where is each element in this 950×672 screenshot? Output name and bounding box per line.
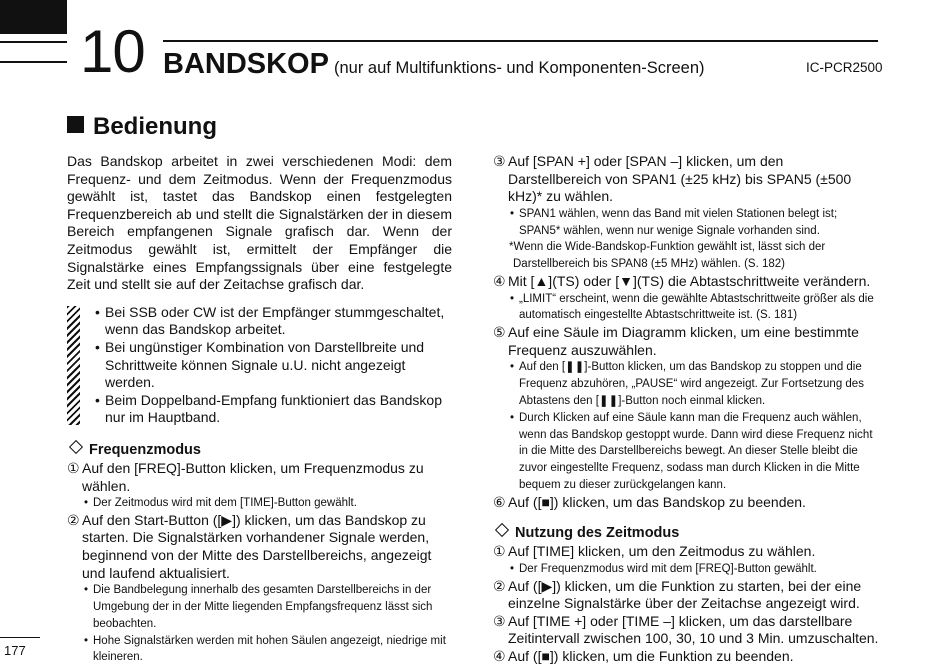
time-mode-heading: Nutzung des Zeitmodus [493,523,879,543]
chapter-tab-marker [0,0,67,34]
freq-step-1: ① Auf den [FREQ]-Button klicken, um Frequenzmodus zu wählen. [67,459,424,494]
freq-step-5-note: • Auf den [❚❚]-Button klicken, um das Bandskop zu stoppen und die Frequenz abzuhören, „PAUSE“ wird angezeigt. Zur Fortsetzung des Abtastens den [❚❚]-Button noch einmal klicken. [510,361,864,407]
freq-step-3: ③ Auf [SPAN +] oder [SPAN –] klicken, um den Darstellbereich von SPAN1 (±25 kHz) bis SPAN5 (±500 kHz)* zu wählen. [493,153,852,205]
time-step-4: ④ Auf ([■]) klicken, um die Funktion zu beenden. [493,648,794,665]
diamond-icon [69,440,83,454]
freq-step-5-note: • Durch Klicken auf eine Säule kann man die Frequenz auch wählen, wenn das Bandskop gestoppt wurde. Dann wird diese Frequenz nicht in die Mitte des Darstellbereichs bewegt. An dieser Stelle bleibt die zuvor eingestellte Frequenz, sodass man durch Klicken in die Mitte bequem zu dieser zurückgelangen kann. [510,411,873,491]
section-heading [67,112,217,142]
right-column [493,153,879,666]
freq-step-2-note: • Hohe Signalstärken werden mit hohen Säulen angezeigt, niedrige mit kleineren. [84,634,446,664]
freq-step-3-star-note: *Wenn die Wide-Bandskop-Funktion gewählt ist, lässt sich der Darstellbereich bis SPAN8 (±5 MHz) wählen. (S. 182) [509,241,826,271]
warning-item: • Bei ungünstiger Kombination von Darstellbreite und Schrittweite können Signale u.U. nicht angezeigt werden. [95,338,425,391]
intro-paragraph: Das Bandskop arbeitet in zwei verschiedenen Modi: dem Frequenz- und dem Zeitmodus. Wenn der Frequenzmodus gewählt ist, tastet das Bandskop einen festgelegten Frequenzbereich ab und stellt die Signalstärken der in diesem Bereich empfangenen Signale grafisch dar. Wenn der Zeitmodus gewählt ist, ermittelt der Empfänger die Signalstärke eines Empfangssignals über eine festgelegte Zeit und stellt sie auf der Zeitachse grafisch dar. [67,153,452,293]
footer-rule [0,637,40,638]
warning-stripe-icon [67,306,80,425]
freq-step-5: ⑤ Auf eine Säule im Diagramm klicken, um eine bestimmte Frequenz auszuwählen. [493,324,859,358]
time-step-1: ① Auf [TIME] klicken, um den Zeitmodus zu wählen. [493,543,816,560]
chapter-number: 10 [80,18,145,85]
square-bullet-icon [67,116,84,133]
tab-rule-lower [0,61,67,63]
freq-step-2-note: • Die Bandbelegung innerhalb des gesamten Darstellbereichs in der Umgebung der in der Mitte liegenden Empfangsfrequenz lässt sich beobachten. [84,584,433,630]
freq-step-1-note: • Der Zeitmodus wird mit dem [TIME]-Button gewählt. [84,497,357,510]
left-column [67,153,452,666]
tab-rule-upper [0,41,67,43]
model-name: IC-PCR2500 [806,60,883,75]
time-step-2: ② Auf ([▶]) klicken, um die Funktion zu starten, bei der eine einzelne Signalstärke über der Zeitachse angezeigt wird. [493,577,862,612]
diamond-icon [495,523,509,537]
header-rule [163,40,878,42]
freq-step-4-note: • „LIMIT“ erscheint, wenn die gewählte Abtastschrittweite größer als die automatisch eingestellte Abtastschrittweite ist. (S. 181) [510,292,874,322]
freq-mode-heading: Frequenzmodus [67,440,452,460]
chapter-title: BANDSKOP [163,48,329,80]
section-title: Bedienung [93,113,217,140]
warning-box [67,304,452,427]
warning-item: • Beim Doppelband-Empfang funktioniert das Bandskop nur im Hauptband. [95,391,442,426]
freq-step-6: ⑥ Auf ([■]) klicken, um das Bandskop zu beenden. [493,493,806,510]
page-number: 177 [4,643,26,658]
warning-item: • Bei SSB oder CW ist der Empfänger stummgeschaltet, wenn das Bandskop arbeitet. [95,303,445,338]
time-step-1-note: • Der Frequenzmodus wird mit dem [FREQ]-Button gewählt. [510,562,817,575]
freq-step-2: ② Auf den Start-Button ([▶]) klicken, um das Bandskop zu starten. Die Signalstärken vorhandener Signale werden, beginnend von der Mitte des Darstellbereichs, angezeigt und laufend aktualisiert. [67,511,432,581]
time-step-3: ③ Auf [TIME +] oder [TIME –] klicken, um das darstellbare Zeitintervall zwischen 100, 30, 10 und 3 Min. umzuschalten. [493,612,879,647]
freq-step-4: ④ Mit [▲](TS) oder [▼](TS) die Abtastschrittweite verändern. [493,272,871,289]
chapter-subtitle: (nur auf Multifunktions- und Komponenten-Screen) [334,59,705,77]
freq-step-3-note: • SPAN1 wählen, wenn das Band mit vielen Stationen belegt ist; SPAN5* wählen, wenn nur wenige Signale vorhanden sind. [510,207,838,237]
